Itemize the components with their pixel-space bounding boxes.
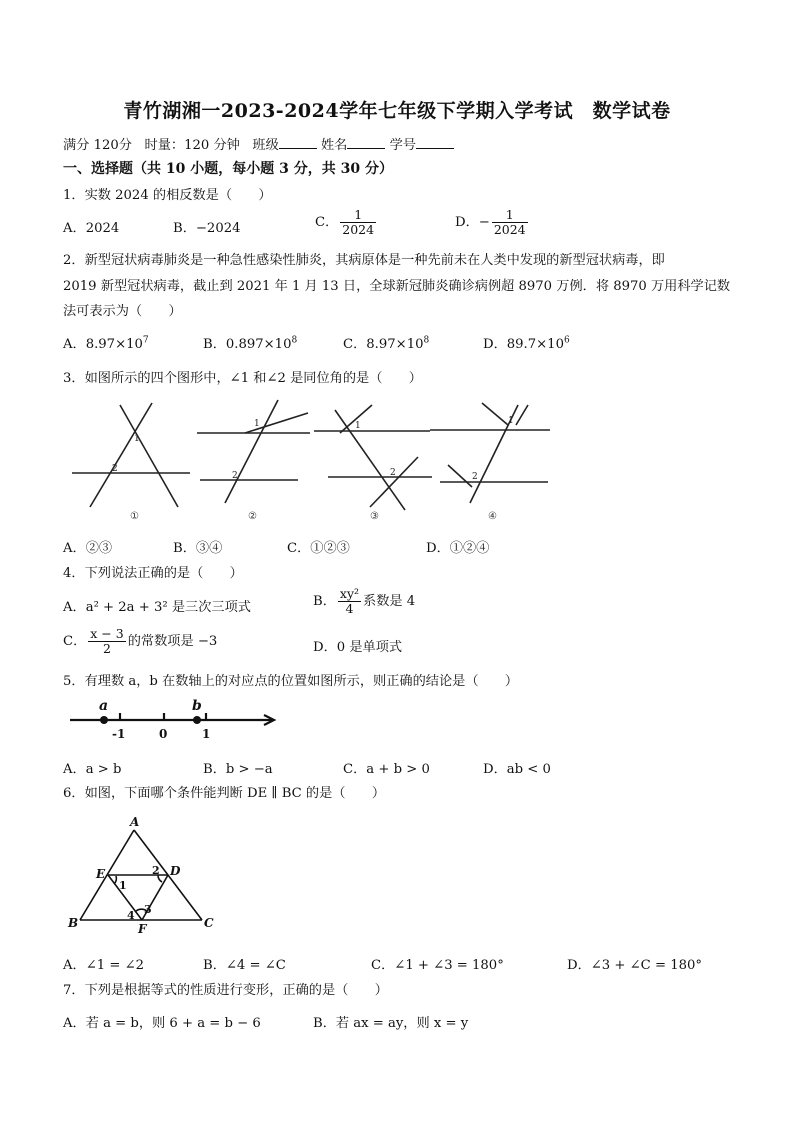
q2-option-a[interactable] [63, 333, 149, 352]
q4-stem: 4．下列说法正确的是（ ） [63, 566, 243, 581]
q2-c-text: C．8.97×10 [343, 337, 424, 352]
q2-c-exp: 8 [423, 335, 430, 346]
exam-title: 青竹湖湘一2023-2024学年七年级下学期入学考试 数学试卷 [123, 100, 671, 122]
q2-b-exp: 8 [291, 335, 298, 346]
label-b: b [192, 698, 202, 714]
q2-a-exp: 7 [142, 335, 149, 346]
label-1: 1 [202, 727, 211, 741]
q2-option-c[interactable] [343, 333, 429, 352]
angle-3-label: 3 [144, 903, 152, 916]
fig2-angle2: 2 [232, 471, 238, 481]
point-B-label: B [68, 916, 79, 930]
q2-stem-line2: 2019 新型冠状病毒，截止到 2021 年 1 月 13 日，全球新冠肺炎确诊病例超 8970 万例．将 8970 万用科学记数 [63, 279, 731, 294]
angle-4-label: 4 [127, 909, 135, 922]
q5-option-a[interactable]: A．a > b [63, 762, 122, 777]
label-minus1: -1 [112, 727, 126, 741]
name-field[interactable] [347, 136, 385, 149]
q1-d-den: 2024 [493, 222, 526, 237]
class-field[interactable] [279, 136, 317, 149]
q6-option-d[interactable]: D．∠3 + ∠C = 180° [567, 958, 702, 973]
q7-option-a[interactable]: A．若 a = b，则 6 + a = b − 6 [63, 1016, 261, 1031]
fig2-caption: ② [248, 511, 257, 522]
q4-c-suffix: 的常数项是 −3 [127, 634, 218, 649]
q2-d-text: D．89.7×10 [483, 337, 564, 352]
q1-option-a[interactable]: A．2024 [63, 221, 120, 236]
name-label: 姓名 [320, 138, 348, 153]
q5-option-d[interactable]: D．ab < 0 [483, 762, 551, 777]
label-a: a [99, 698, 109, 714]
point-E-label: E [96, 867, 106, 881]
exam-meta [63, 134, 454, 153]
q4-c-den: 2 [103, 641, 111, 656]
q6-option-b[interactable]: B．∠4 = ∠C [203, 958, 286, 973]
point-A-label: A [130, 815, 140, 829]
q1-option-c[interactable] [315, 208, 378, 237]
q3-option-c[interactable]: C．①②③ [287, 541, 350, 556]
q6-option-a[interactable]: A．∠1 = ∠2 [63, 958, 145, 973]
q2-stem-line3: 法可表示为（ ） [63, 304, 182, 319]
q2-option-d[interactable] [483, 333, 570, 352]
q2-option-b[interactable] [203, 333, 297, 352]
q6-option-c[interactable]: C．∠1 + ∠3 = 180° [371, 958, 504, 973]
class-label: 班级 [252, 138, 279, 153]
q3-figures [60, 395, 560, 525]
label-0: 0 [159, 727, 168, 741]
q4-b-prefix: B． [313, 594, 336, 609]
fig2-angle1: 1 [254, 419, 260, 429]
q2-b-text: B．0.897×10 [203, 337, 292, 352]
number-label: 学号 [389, 138, 416, 153]
fig1-caption: ① [130, 511, 139, 522]
q4-option-b[interactable] [313, 587, 415, 616]
q5-stem: 5．有理数 a，b 在数轴上的对应点的位置如图所示，则正确的结论是（ ） [63, 674, 519, 689]
fig4-angle2: 2 [472, 472, 478, 482]
q7-stem: 7．下列是根据等式的性质进行变形，正确的是（ ） [63, 983, 388, 998]
q1-option-d[interactable] [455, 208, 530, 237]
q4-c-prefix: C． [63, 634, 87, 649]
angle-1-label: 1 [119, 879, 127, 892]
q5-number-line [66, 696, 286, 744]
q5-option-c[interactable]: C．a + b > 0 [343, 762, 430, 777]
q2-d-exp: 6 [563, 335, 570, 346]
q2-stem-line1: 2．新型冠状病毒肺炎是一种急性感染性肺炎，其病原体是一种先前未在人类中发现的新型冠状病毒，即 [63, 253, 665, 268]
time-limit: 时量：120 分钟 [144, 138, 240, 153]
q4-b-num: xy² [339, 586, 360, 601]
q1-stem: 1．实数 2024 的相反数是（ ） [63, 188, 272, 203]
fig3-angle1: 1 [355, 421, 361, 431]
q5-option-b[interactable]: B．b > −a [203, 762, 273, 777]
q1-c-den: 2024 [342, 222, 375, 237]
point-F-label: F [138, 922, 147, 936]
q4-c-num: x − 3 [90, 626, 124, 641]
q1-c-prefix: C． [315, 215, 339, 230]
point-C-label: C [204, 916, 214, 930]
q1-c-num: 1 [340, 208, 376, 223]
q2-a-text: A．8.97×10 [63, 337, 143, 352]
angle-2-label: 2 [152, 864, 160, 877]
fig3-caption: ③ [370, 511, 379, 522]
fig1-angle1: 1 [134, 434, 140, 444]
q3-option-d[interactable]: D．①②④ [426, 541, 490, 556]
fig4-caption: ④ [488, 511, 497, 522]
q3-option-a[interactable]: A．②③ [63, 541, 113, 556]
point-D-label: D [170, 864, 181, 878]
q1-option-b[interactable]: B．−2024 [173, 221, 241, 236]
section-heading: 一、选择题（共 10 小题，每小题 3 分，共 30 分） [63, 161, 393, 177]
q4-option-d[interactable]: D．0 是单项式 [313, 640, 403, 655]
q4-option-a[interactable]: A．a² + 2a + 3² 是三次三项式 [63, 600, 251, 615]
q3-stem: 3．如图所示的四个图形中，∠1 和∠2 是同位角的是（ ） [63, 371, 422, 386]
q6-stem: 6．如图，下面哪个条件能判断 DE ∥ BC 的是（ ） [63, 786, 386, 801]
point-a [100, 716, 108, 724]
number-field[interactable] [416, 136, 454, 149]
q7-option-b[interactable]: B．若 ax = ay，则 x = y [313, 1016, 469, 1031]
q4-option-c[interactable] [63, 627, 217, 656]
full-score: 满分 120分 [63, 138, 132, 153]
q6-triangle-figure [62, 812, 222, 937]
q4-b-den: 4 [345, 601, 354, 616]
fig1-angle2: 2 [112, 464, 118, 474]
fig3-angle2: 2 [390, 468, 396, 478]
q4-b-suffix: 系数是 4 [363, 594, 416, 609]
q1-d-num: 1 [492, 208, 528, 223]
fig4-angle1: 1 [508, 416, 514, 426]
point-b [193, 716, 201, 724]
q3-option-b[interactable]: B．③④ [173, 541, 223, 556]
q1-d-prefix: D．− [455, 215, 490, 230]
